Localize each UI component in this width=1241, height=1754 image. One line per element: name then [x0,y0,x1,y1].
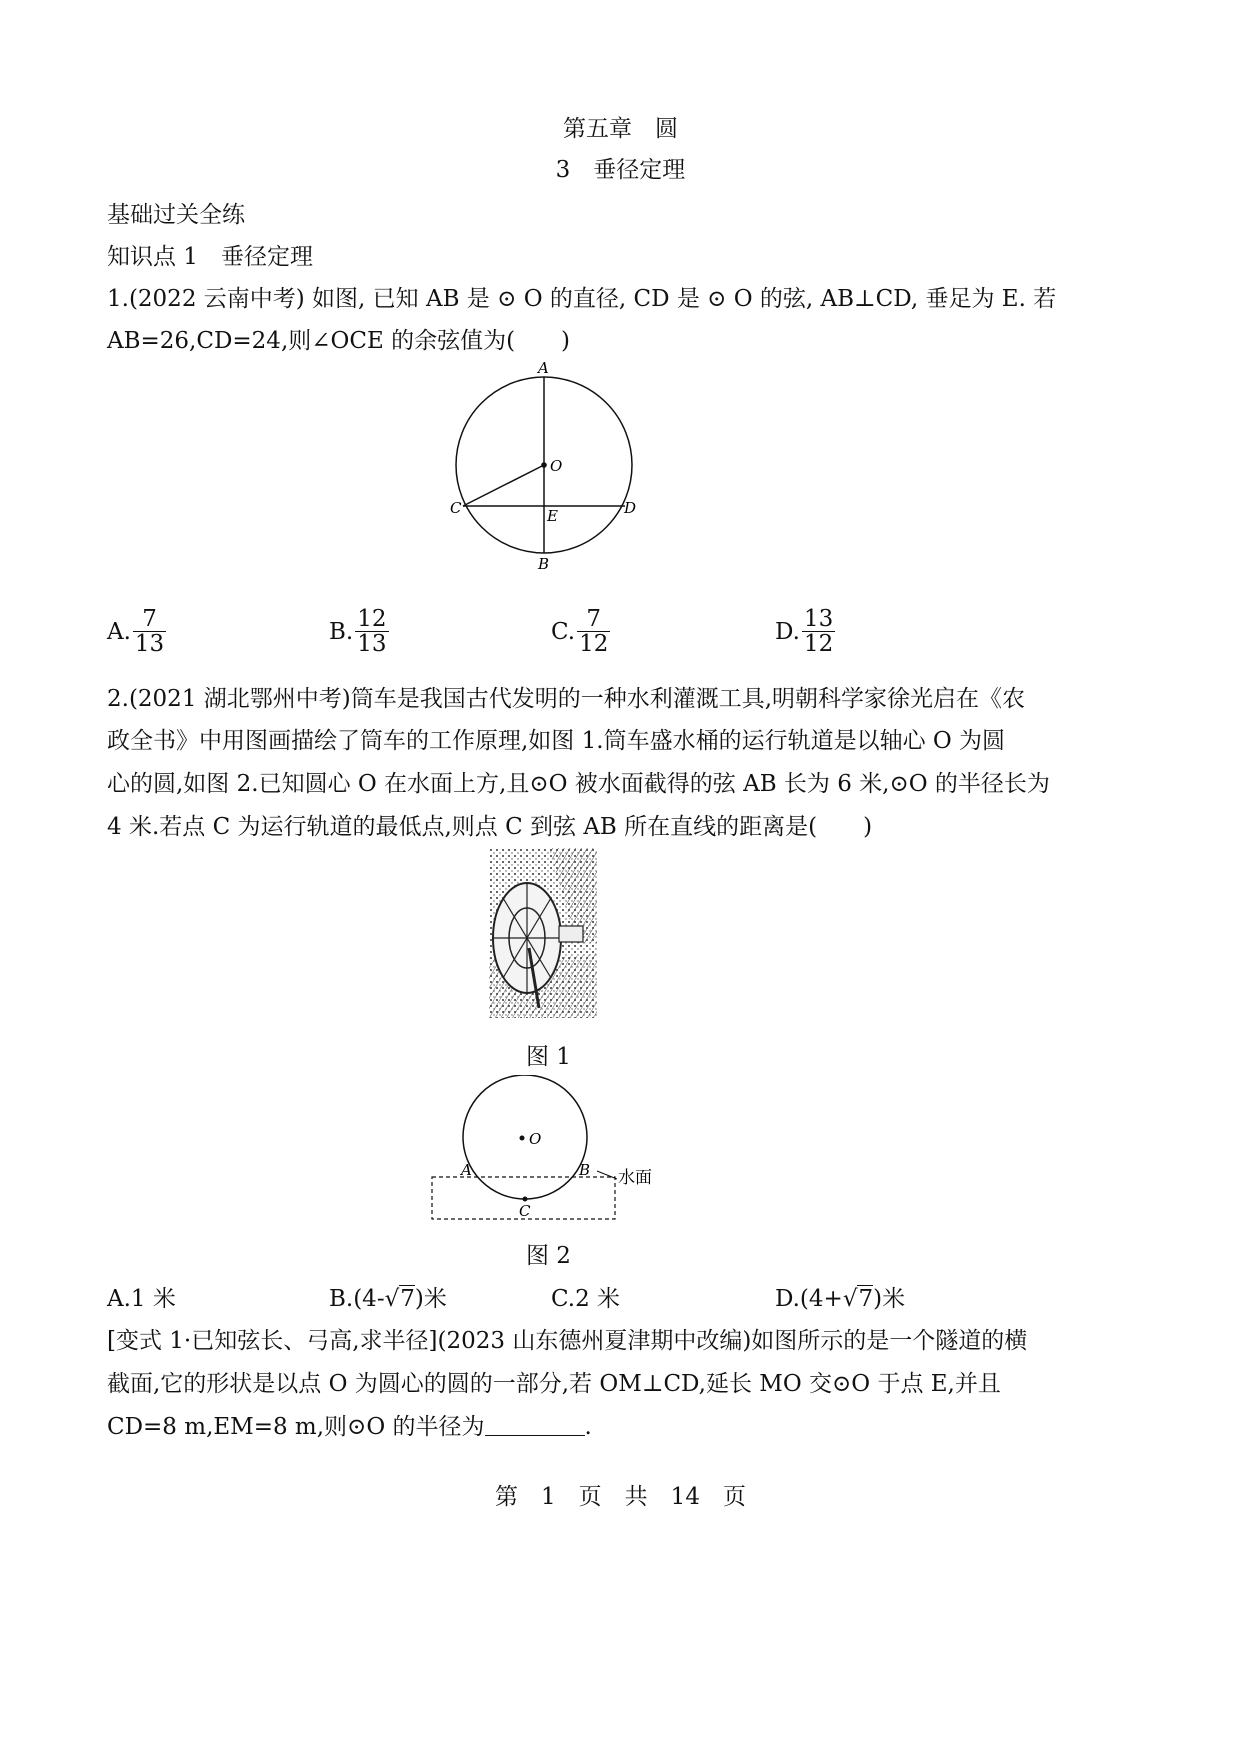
knowledge-point: 知识点 1 垂径定理 [107,244,313,270]
q2-option-b[interactable]: B.(4-√7)米 [329,1286,447,1312]
q2-option-d[interactable]: D.(4+√7)米 [775,1286,906,1312]
variant-text-line2: 截面,它的形状是以点 O 为圆心的圆的一部分,若 OM⊥CD,延长 MO 交⊙O 于点 E,并且 [107,1371,1001,1397]
fig2-label-water: 水面 [618,1168,652,1188]
water-wheel-illustration [489,848,597,1018]
page-footer: 第 1 页 共 14 页 [495,1484,746,1510]
fig2-label-c: C [519,1202,531,1220]
label-b: B [538,555,550,573]
q2-option-c[interactable]: C.2 米 [551,1286,621,1312]
fig1-caption: 图 1 [526,1044,571,1070]
label-a: A [538,359,549,377]
fig2-label-b: B [579,1161,591,1179]
q2-text-line2: 政全书》中用图画描绘了筒车的工作原理,如图 1.筒车盛水桶的运行轨道是以轴心 O 为圆 [107,728,1006,754]
answer-blank[interactable] [485,1415,585,1436]
variant-text-line1: [变式 1·已知弦长、弓高,求半径](2023 山东德州夏津期中改编)如图所示的是一个隧道的横 [107,1328,1028,1354]
q2-circle-figure [425,1075,665,1225]
q1-option-b[interactable]: B. $\frac{12}{13}$ [329,606,387,658]
q1-circle-figure [440,355,660,580]
q2-option-a[interactable]: A.1 米 [107,1286,176,1312]
q1-text-line2: AB=26,CD=24,则∠OCE 的余弦值为( ) [107,328,571,354]
practice-title: 基础过关全练 [107,202,245,228]
fig2-label-a: A [461,1161,472,1179]
fig2-label-o: O [529,1130,542,1148]
q2-text-line3: 心的圆,如图 2.已知圆心 O 在水面上方,且⊙O 被水面截得的弦 AB 长为 6 米,⊙O 的半径长为 [107,771,1050,797]
variant-text-line3: CD=8 m,EM=8 m,则⊙O 的半径为 . [107,1414,592,1440]
q2-text-line4: 4 米.若点 C 为运行轨道的最低点,则点 C 到弦 AB 所在直线的距离是( ) [107,814,873,840]
label-e: E [547,507,558,525]
q1-text-line1: 1.(2022 云南中考) 如图, 已知 AB 是 ⊙ O 的直径, CD 是 ⊙ O 的弦, AB⊥CD, 垂足为 E. 若 [107,286,1057,312]
fig2-caption: 图 2 [526,1243,571,1269]
q1-option-a[interactable]: A. $\frac{7}{13}$ [107,606,165,658]
q1-option-c[interactable]: C. $\frac{7}{12}$ [551,606,609,658]
q2-text-line1: 2.(2021 湖北鄂州中考)筒车是我国古代发明的一种水利灌溉工具,明朝科学家徐光启在《农 [107,686,1026,712]
section-title: 3 垂径定理 [555,157,686,183]
q1-option-d[interactable]: D. $\frac{13}{12}$ [775,606,834,658]
label-o: O [550,457,563,475]
label-d: D [624,499,637,517]
chapter-title: 第五章 圆 [563,116,678,142]
label-c: C [450,499,462,517]
